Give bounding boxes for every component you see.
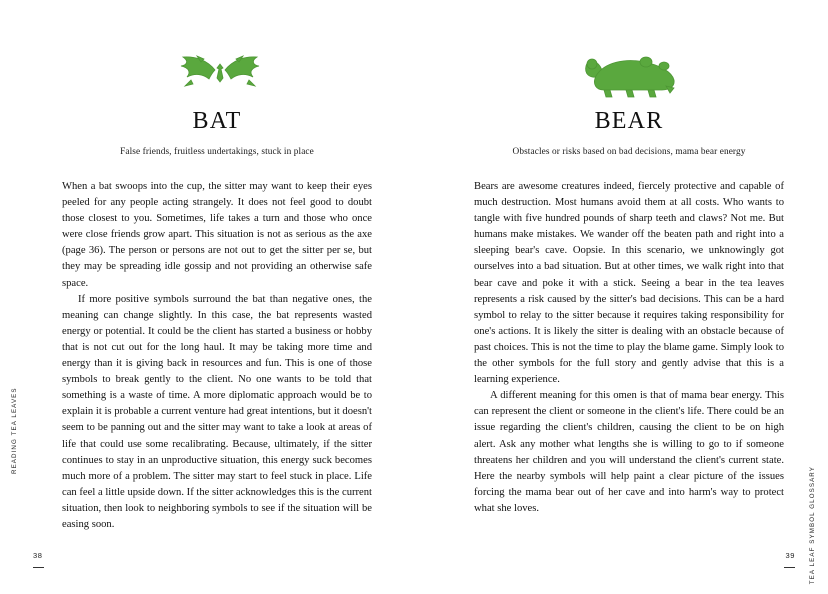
folio-rule-right	[784, 567, 795, 568]
page-subtitle: False friends, fruitless undertakings, stuck in place	[120, 147, 314, 157]
paragraph: Bears are awesome creatures indeed, fiercely protective and capable of much destruction. Most humans avoid them at all costs. Who wants to tangle with five hundred pounds of sharp teeth and claws? Not me. But humans make mistakes. We wander off the beaten path and right into a sleeping bear's cave. Oopsie. In this scenario, we unknowingly got ourselves into a bad situation. But at other times, we walk right into that bear cave and poke it with a stick. Seeing a bear in the tea leaves represents a risk caused by the sitter's bad decisions. This can be a hard symbol to relay to the sitter because it requires taking responsibility for one's actions. It is likely the sitter is dealing with an obstacle because of past choices. This is not the time to play the blame game. Simply look to the other symbols for the full story and gently advise that this is a learning experience.	[474, 181, 784, 386]
paragraph: A different meaning for this omen is that of mama bear energy. This can represent the client or someone in the client's life. There could be an issue regarding the client's children, causing the client to be on high alert. Ask any mother what lengths she is willing to go to if someone threatens her children and you will understand the client's current state. Here the nearby symbols will help paint a clear picture of the issues forcing the mama bear out of her cave and into harm's way to protect what she loves.	[474, 390, 784, 514]
body-text	[474, 179, 784, 517]
body-text	[62, 179, 372, 533]
folio-rule-left	[33, 567, 44, 568]
page-title: BAT	[192, 108, 242, 134]
paragraph: If more positive symbols surround the bat than negative ones, the meaning can change slightly. In this case, the bat represents wasted energy or potential. It could be the client has started a business or hobby that is not cut out for the long haul. It may be taking more time and energy than it is giving back in resources and fun. This is one of those symbols to break gently to the client. No one wants to be told that something is a waste of time. A more diplomatic approach would be to explain it is probable a current venture had great intentions, but it doesn't seem to be panning out and the sitter may want to take a look at areas of life that could use some recalibrating. Because, ultimately, if the sitter continues to stay in an unproductive situation, this energy suck becomes much more of a problem. The sitter may start to feel stuck in place. Life can feel a little upside down. If the sitter acknowledges this is the current situation, then look to neighboring symbols to see if the situation will be easing soon.	[62, 293, 372, 530]
paragraph: When a bat swoops into the cup, the sitter may want to keep their eyes peeled for any people acting strangely. It does not feel good to doubt those closest to you. Sometimes, life takes a turn and those who once were close friends grow apart. This situation is not as serious as the axe (page 36). The person or persons are not out to get the sitter per se, but they may be spreading idle gossip and not providing an otherwise safe space.	[62, 181, 372, 289]
page-number-right: 39	[785, 551, 795, 560]
running-head-right: TEA LEAF SYMBOL GLOSSARY	[809, 466, 816, 585]
page-left-content	[62, 42, 372, 554]
running-head-right-wrap	[806, 306, 816, 585]
page-subtitle: Obstacles or risks based on bad decisions, mama bear energy	[512, 147, 746, 157]
page-right	[414, 0, 828, 594]
page-right-content	[474, 42, 784, 554]
page-title: BEAR	[594, 108, 664, 134]
bat-illustration	[62, 42, 372, 100]
page-number-left: 38	[33, 551, 43, 560]
bear-illustration	[474, 42, 784, 100]
running-head-left: READING TEA LEAVES	[11, 387, 18, 474]
